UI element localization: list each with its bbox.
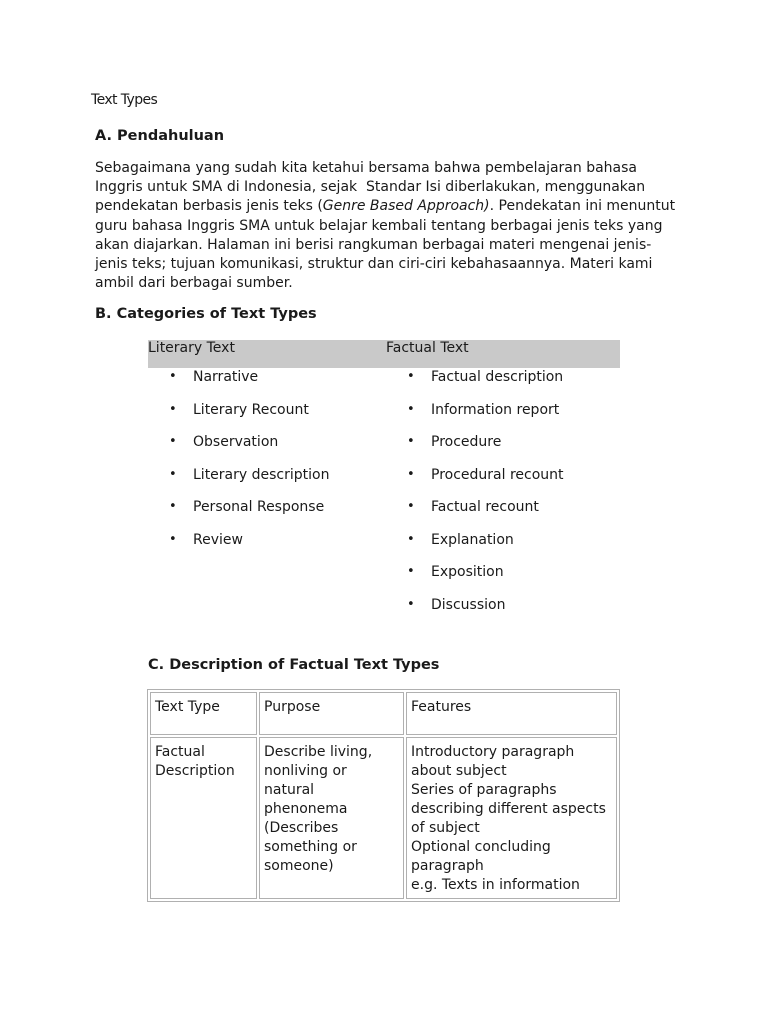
cell-line: of subject <box>411 820 480 836</box>
cell-line: paragraph <box>411 858 484 874</box>
list-item-label: Discussion <box>431 596 506 613</box>
list-item-label: Review <box>193 531 243 548</box>
table-header-row <box>150 692 617 735</box>
cell-line: (Describes <box>264 820 339 836</box>
table-row <box>150 737 617 899</box>
list-item-label: Procedure <box>431 434 502 450</box>
bullet-icon: • <box>407 564 415 579</box>
bullet-icon: • <box>169 369 177 384</box>
list-item-label: Exposition <box>431 564 504 580</box>
intro-line: Inggris untuk SMA di Indonesia, sejak Standar Isi diberlakukan, menggunakan <box>95 179 646 196</box>
section-a-heading: A. Pendahuluan <box>95 128 225 144</box>
cell-line: describing different aspects <box>411 801 606 817</box>
list-item-label: Information report <box>431 401 560 418</box>
intro-line: guru bahasa Inggris SMA untuk belajar kembali tentang berbagai jenis teks yang <box>95 217 663 234</box>
bullet-icon: • <box>169 401 177 417</box>
genre-based-approach-term: Genre Based Approach) <box>322 198 490 215</box>
intro-line: akan diajarkan. Halaman ini berisi rangkuman berbagai materi mengenai jenis- <box>95 236 652 253</box>
cell-line: about subject <box>411 763 507 779</box>
bullet-icon: • <box>407 531 415 547</box>
cell-line: Introductory paragraph <box>411 744 575 760</box>
cell-line: Description <box>155 763 235 779</box>
cell-line: natural <box>264 782 315 798</box>
cell-line: Describe living, <box>264 744 373 760</box>
cell-line: someone) <box>264 858 334 874</box>
factual-text-header: Factual Text <box>386 340 469 356</box>
bullet-icon: • <box>407 499 415 514</box>
list-item-label: Narrative <box>193 369 259 385</box>
literary-text-header: Literary Text <box>148 340 235 356</box>
intro-line: jenis teks; tujuan komunikasi, struktur dan ciri-ciri kebahasaannya. Materi kami <box>95 256 653 273</box>
list-item-label: Factual recount <box>431 499 539 515</box>
list-item-label: Literary description <box>193 466 330 483</box>
intro-line <box>95 197 685 216</box>
section-c-heading: C. Description of Factual Text Types <box>148 657 440 673</box>
purpose-cell <box>259 737 404 899</box>
cell-line: something or <box>264 839 357 855</box>
bullet-icon: • <box>169 531 177 547</box>
bullet-icon: • <box>169 466 177 482</box>
text-type-cell <box>150 737 257 899</box>
intro-paragraph <box>95 159 685 293</box>
list-item-label: Procedural recount <box>431 466 564 483</box>
factual-text-types-table <box>147 689 620 902</box>
cell-line: nonliving or <box>264 763 347 779</box>
bullet-icon: • <box>407 596 415 612</box>
list-item-label: Literary Recount <box>193 401 309 418</box>
section-b-heading: B. Categories of Text Types <box>95 306 317 322</box>
bullet-icon: • <box>407 466 415 482</box>
column-header-purpose: Purpose <box>259 692 404 735</box>
list-item-label: Factual description <box>431 369 564 385</box>
cell-line: Optional concluding <box>411 839 551 855</box>
intro-text: . Pendekatan ini menuntut <box>489 198 676 215</box>
cell-line: e.g. Texts in information <box>411 877 580 893</box>
cell-line: Factual <box>155 744 205 760</box>
bullet-icon: • <box>169 499 177 514</box>
column-header-features: Features <box>406 692 617 735</box>
bullet-icon: • <box>407 369 415 384</box>
features-cell <box>406 737 617 899</box>
column-header-text-type: Text Type <box>150 692 257 735</box>
list-item-label: Personal Response <box>193 499 325 515</box>
intro-text: pendekatan berbasis jenis teks ( <box>95 198 323 215</box>
bullet-icon: • <box>169 434 177 449</box>
list-item-label: Explanation <box>431 531 514 548</box>
intro-line: Sebagaimana yang sudah kita ketahui bersama bahwa pembelajaran bahasa <box>95 160 638 176</box>
list-item-label: Observation <box>193 434 279 450</box>
categories-header-row <box>148 340 620 368</box>
bullet-icon: • <box>407 401 415 417</box>
bullet-icon: • <box>407 434 415 449</box>
page-title: Text Types <box>91 92 158 108</box>
cell-line: Series of paragraphs <box>411 782 557 798</box>
intro-line: ambil dari berbagai sumber. <box>95 275 293 292</box>
cell-line: phenonema <box>264 801 348 817</box>
